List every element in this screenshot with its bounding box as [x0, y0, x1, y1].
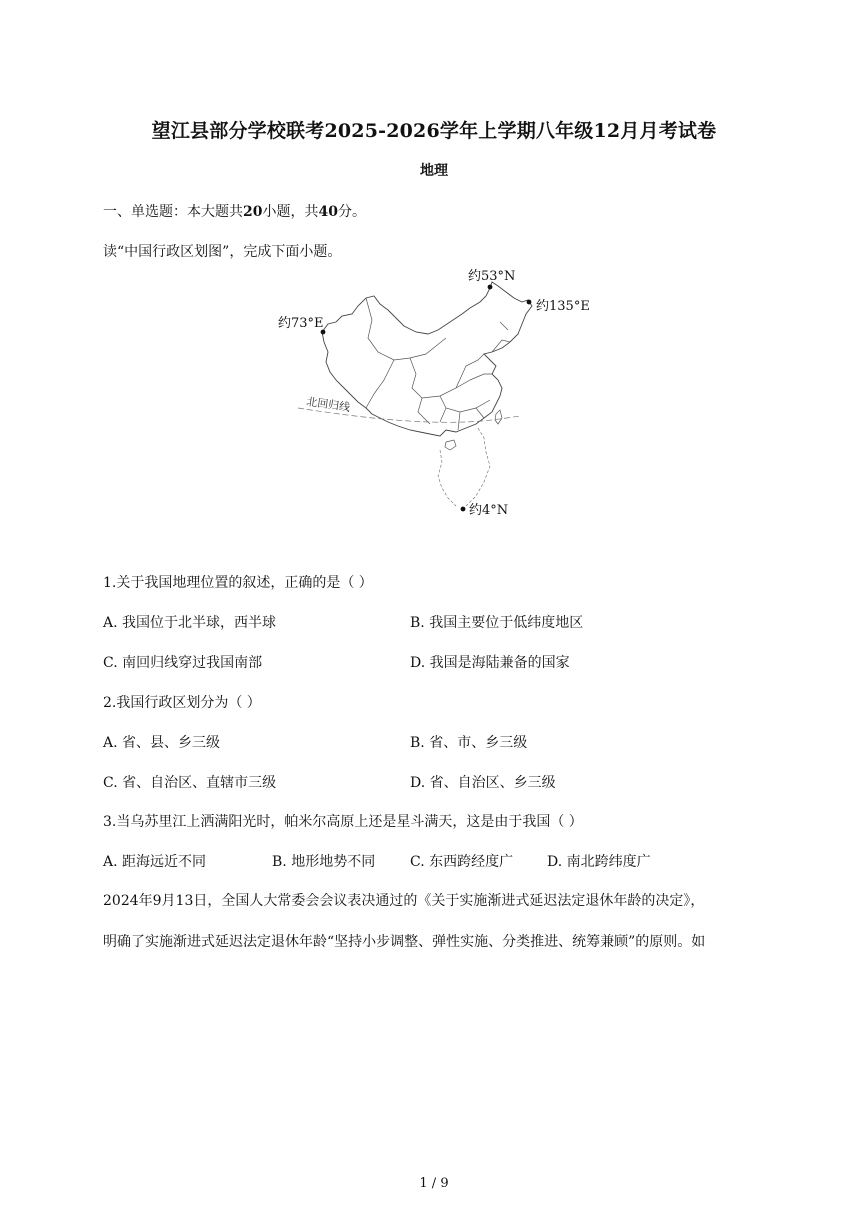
east-label: 约135°E [536, 299, 590, 314]
north-label: 约53°N [468, 269, 516, 284]
question-3-option-d: D. 南北跨纬度广 [547, 854, 651, 870]
question-3-option-c: C. 东西跨经度广 [410, 854, 514, 870]
section-heading [103, 201, 366, 221]
exam-title: 望江县部分学校联考2025-2026学年上学期八年级12月月考试卷 [151, 120, 717, 142]
east-point [527, 300, 532, 305]
page-number: 1 / 9 [419, 1176, 449, 1191]
question-1-stem: 1.关于我国地理位置的叙述，正确的是（ ） [103, 575, 373, 591]
question-1-option-d: D. 我国是海陆兼备的国家 [410, 655, 570, 671]
question-3-stem: 3.当乌苏里江上洒满阳光时，帕米尔高原上还是星斗满天，这是由于我国（ ） [103, 814, 583, 830]
hainan-island [445, 440, 456, 450]
total-score: 40 [318, 204, 338, 220]
section-heading-mid: 小题，共 [262, 204, 319, 220]
question-3-option-a: A. 距海远近不同 [103, 854, 207, 870]
section-heading-suffix: 分。 [337, 204, 366, 220]
province-boundaries [366, 298, 510, 430]
west-label: 约73°E [278, 316, 324, 331]
tropic-label: 北回归线 [305, 395, 351, 415]
question-2-option-a: A. 省、县、乡三级 [103, 735, 221, 751]
north-point [488, 285, 493, 290]
south-point [461, 507, 466, 512]
taiwan-island [495, 410, 502, 424]
south-china-sea-boundary [438, 428, 490, 506]
question-2-option-c: C. 省、自治区、直辖市三级 [103, 775, 277, 791]
question-2-stem: 2.我国行政区划分为（ ） [103, 695, 261, 711]
subject-heading: 地理 [420, 163, 448, 179]
question-3-option-b: B. 地形地势不同 [272, 854, 376, 870]
question-2-option-b: B. 省、市、乡三级 [410, 735, 528, 751]
question-1-option-c: C. 南回归线穿过我国南部 [103, 655, 263, 671]
question-1-option-a: A. 我国位于北半球，西半球 [103, 615, 277, 631]
passage-line-1: 2024年9月13日，全国人大常委会会议表决通过的《关于实施渐进式延迟法定退休年龄的决定》， [103, 893, 705, 909]
question-1-option-b: B. 我国主要位于低纬度地区 [410, 615, 584, 631]
section-heading-prefix: 一、单选题：本大题共 [103, 204, 243, 220]
map-intro: 读“中国行政区划图”，完成下面小题。 [103, 244, 342, 260]
passage-line-2: 明确了实施渐进式延迟法定退休年龄“坚持小步调整、弹性实施、分类推进、统筹兼顾”的原则。如 [103, 934, 706, 950]
china-map-figure [270, 262, 600, 524]
south-label: 约4°N [469, 503, 509, 518]
question-count: 20 [243, 204, 263, 220]
question-2-option-d: D. 省、自治区、乡三级 [410, 775, 556, 791]
china-map [270, 262, 600, 524]
